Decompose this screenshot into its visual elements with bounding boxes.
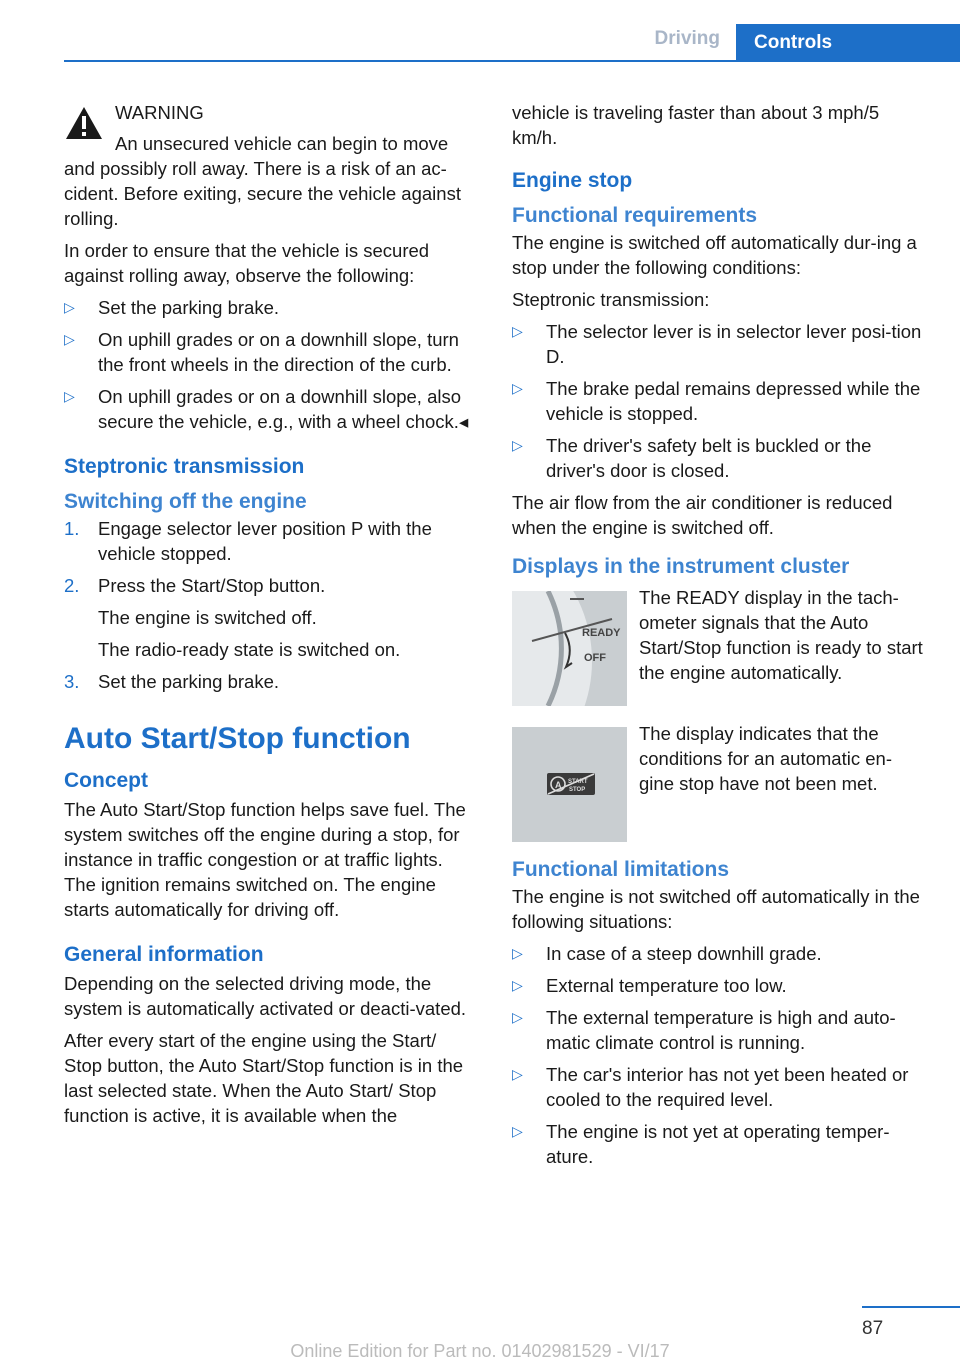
left-column [64, 100, 476, 1135]
page-number: 87 [862, 1318, 884, 1339]
secure-intro: In order to ensure that the vehicle is secured against rolling away, observe the following: [64, 240, 430, 286]
stop-label: STOP [569, 787, 586, 793]
step-item: 2. Press the Start/Stop button. [64, 575, 326, 596]
bullet-arrow-icon: ▷ [512, 1066, 523, 1082]
heading-general-information: General information [64, 943, 264, 966]
display-ready [512, 585, 924, 703]
off-label: OFF [584, 652, 606, 664]
display-not-met [512, 721, 924, 839]
limitations-text: The engine is not switched off automatically in the following situations: [512, 886, 920, 932]
warning-title: WARNING [115, 102, 204, 123]
bullet-arrow-icon: ▷ [64, 388, 75, 404]
start-label: START [568, 779, 588, 785]
auto-start-stop-unavailable-image [512, 727, 627, 842]
list-item: ▷ In case of a steep downhill grade. [512, 943, 822, 964]
warning-icon [64, 105, 104, 141]
heading-switching-off: Switching off the engine [64, 490, 307, 513]
step-item: 3. Set the parking brake. [64, 671, 279, 692]
steptronic-label: Steptronic transmission: [512, 289, 710, 310]
footer-divider [862, 1306, 960, 1308]
header-divider [64, 60, 960, 62]
bullet-arrow-icon: ▷ [64, 299, 75, 315]
list-item: ▷ The selector lever is in selector lever posi-tion D. [512, 321, 922, 367]
warning-text: An unsecured vehicle can begin to move and possibly roll away. There is a risk of an ac-cident. Before exiting, secure the vehicle against rolling. [64, 133, 461, 229]
step-sub: The engine is switched off. [98, 607, 317, 628]
heading-displays: Displays in the instrument cluster [512, 555, 850, 578]
concept-text: The Auto Start/Stop function helps save fuel. The system switches off the engine during a stop, for instance in traffic congestion or at traffic lights. The ignition remains switched on. The engine starts automatically for driving off. [64, 799, 466, 920]
bullet-arrow-icon: ▷ [512, 945, 523, 961]
warning-block [64, 100, 476, 125]
list-item: ▷ External temperature too low. [512, 975, 787, 996]
ready-label: READY [582, 627, 621, 639]
heading-auto-start-stop: Auto Start/Stop function [64, 722, 411, 755]
bullet-arrow-icon: ▷ [512, 1009, 523, 1025]
general-text-2: After every start of the engine using the Start/ Stop button, the Auto Start/Stop function is in the last selected state. When the Auto Start/ Stop function is active, it is available when the [64, 1030, 464, 1126]
list-item: ▷ On uphill grades or on a downhill slope, turn the front wheels in the direction of the curb. [64, 329, 459, 375]
list-item: ▷ The engine is not yet at operating temper-ature. [512, 1121, 890, 1167]
step-sub: The radio-ready state is switched on. [98, 639, 401, 660]
tachometer-ready-image [512, 591, 627, 706]
bullet-arrow-icon: ▷ [512, 380, 523, 396]
list-item: ▷ The external temperature is high and auto-matic climate control is running. [512, 1007, 896, 1053]
tab-driving[interactable]: Driving [654, 28, 720, 49]
footer-edition: Online Edition for Part no. 01402981529 - VI/17 [290, 1341, 670, 1361]
right-column [512, 100, 924, 1176]
list-item: ▷ Set the parking brake. [64, 297, 279, 318]
list-item: ▷ The driver's safety belt is buckled or the driver's door is closed. [512, 435, 872, 481]
list-item: ▷ On uphill grades or on a downhill slope, also secure the vehicle, e.g., with a wheel chock.◂ [64, 386, 469, 432]
heading-functional-limitations: Functional limitations [512, 858, 730, 881]
bullet-arrow-icon: ▷ [512, 437, 523, 453]
heading-functional-requirements: Functional requirements [512, 204, 758, 227]
general-text-1: Depending on the selected driving mode, the system is automatically activated or deacti-vated. [64, 973, 467, 1019]
tab-controls[interactable]: Controls [736, 24, 960, 62]
heading-engine-stop: Engine stop [512, 169, 633, 192]
heading-steptronic: Steptronic transmission [64, 455, 305, 478]
requirements-text: The engine is switched off automatically dur-ing a stop under the following conditions: [512, 232, 917, 278]
heading-concept: Concept [64, 769, 148, 792]
display-not-met-text: The display indicates that the conditions for an automatic en-gine stop have not been met. [639, 723, 892, 794]
bullet-arrow-icon: ▷ [64, 331, 75, 347]
airflow-text: The air flow from the air conditioner is reduced when the engine is switched off. [512, 492, 893, 538]
bullet-arrow-icon: ▷ [512, 323, 523, 339]
continued-text: vehicle is traveling faster than about 3 mph/5 km/h. [512, 102, 880, 148]
bullet-arrow-icon: ▷ [512, 977, 523, 993]
list-item: ▷ The brake pedal remains depressed while the vehicle is stopped. [512, 378, 921, 424]
list-item: ▷ The car's interior has not yet been heated or cooled to the required level. [512, 1064, 909, 1110]
bullet-arrow-icon: ▷ [512, 1123, 523, 1139]
display-ready-text: The READY display in the tach-ometer signals that the Auto Start/Stop function is ready to start the engine automatically. [639, 587, 923, 683]
step-item: 1. Engage selector lever position P with the vehicle stopped. [64, 518, 432, 564]
svg-text:A: A [555, 780, 562, 790]
